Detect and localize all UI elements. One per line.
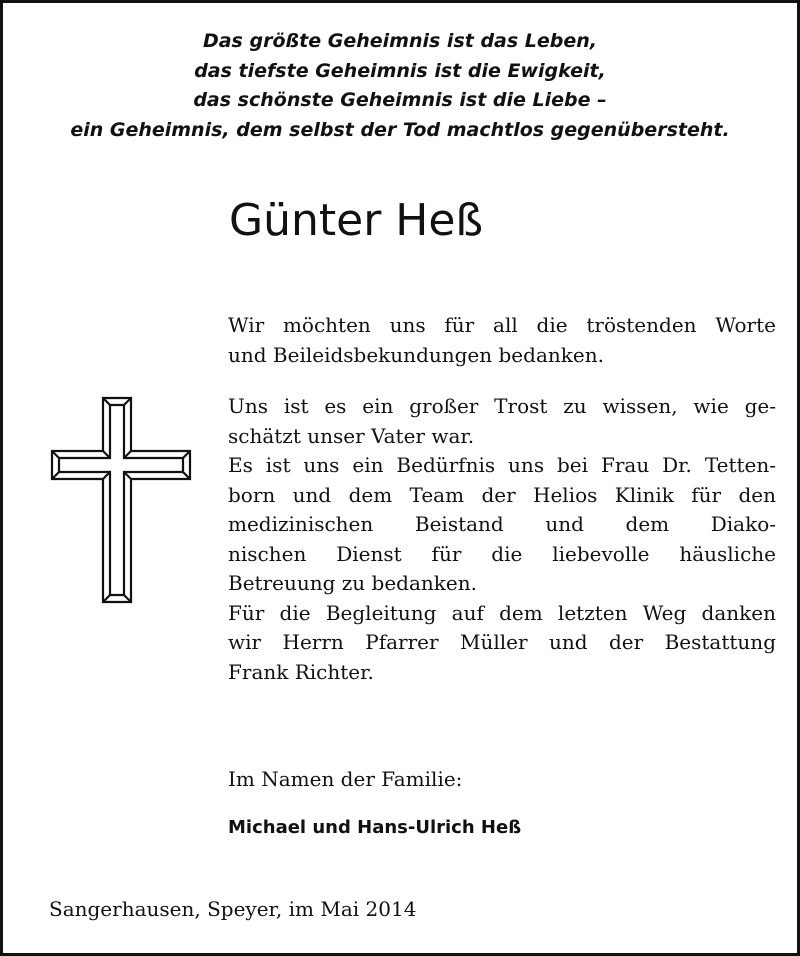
signoff: Im Namen der Familie: [228, 767, 463, 791]
text-line: Wir möchten uns für all die tröstenden Worte [228, 313, 776, 337]
text-line: wir Herrn Pfarrer Müller und der Bestattung [228, 630, 776, 654]
text-line: Uns ist es ein großer Trost zu wissen, wie ge- [228, 394, 776, 418]
text-line: Für die Begleitung auf dem letzten Weg danken [228, 600, 776, 625]
verse [0, 27, 800, 145]
thanks-paragraph-2 [228, 392, 776, 687]
text-line: nischen Dienst für die liebevolle häusliche [228, 541, 776, 566]
text-line: born und dem Team der Helios Klinik für den [228, 482, 776, 507]
text-line: Betreuung zu bedanken. [228, 571, 477, 595]
text-line: Es ist uns ein Bedürfnis uns bei Frau Dr. Tetten- [228, 453, 776, 477]
verse-line: ein Geheimnis, dem selbst der Tod machtlos gegenübersteht. [70, 118, 730, 141]
deceased-name: Günter Heß [229, 195, 484, 246]
text-line: Frank Richter. [228, 659, 374, 684]
text-line: medizinischen Beistand und dem Diako- [228, 512, 776, 536]
verse-line: das schönste Geheimnis ist die Liebe – [193, 89, 607, 111]
place-date: Sangerhausen, Speyer, im Mai 2014 [49, 897, 417, 921]
text-line: und Beileidsbekundungen bedanken. [228, 342, 604, 367]
verse-line: Das größte Geheimnis ist das Leben, [202, 30, 598, 52]
text-line: schätzt unser Vater war. [228, 423, 475, 448]
verse-line: das tiefste Geheimnis ist die Ewigkeit, [194, 59, 606, 82]
cross-icon [50, 396, 192, 604]
signers: Michael und Hans-Ulrich Heß [228, 817, 522, 838]
thanks-paragraph-1 [228, 311, 776, 370]
